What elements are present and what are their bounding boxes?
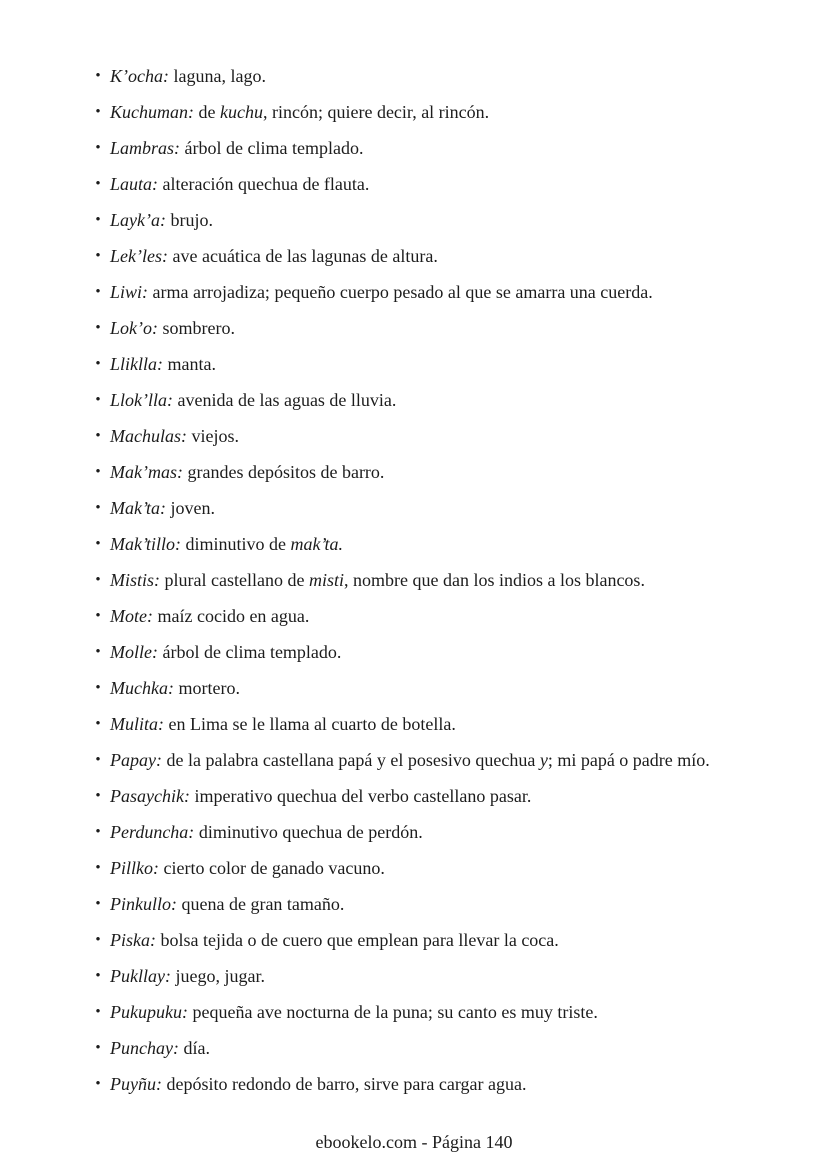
entry-definition xyxy=(187,462,384,482)
glossary-entry xyxy=(95,856,778,880)
bullet-icon: • xyxy=(95,248,101,264)
entry-term: Mote: xyxy=(110,606,153,626)
glossary-entry xyxy=(95,676,778,700)
glossary-entry xyxy=(95,964,778,988)
entry-term: Mak’ta: xyxy=(110,498,166,518)
bullet-icon: • xyxy=(95,752,101,768)
bullet-icon: • xyxy=(95,932,101,948)
definition-segment: bolsa tejida o de cuero que emplean para llevar la coca. xyxy=(160,930,559,950)
definition-segment: laguna, lago. xyxy=(173,66,266,86)
bullet-icon: • xyxy=(95,464,101,480)
entry-definition xyxy=(163,318,235,338)
entry-term: Layk’a: xyxy=(110,210,166,230)
glossary-entry xyxy=(95,712,778,736)
entry-term: Pukupuku: xyxy=(110,1002,188,1022)
definition-segment: árbol de clima templado. xyxy=(184,138,364,158)
entry-definition xyxy=(191,426,239,446)
definition-segment: cierto color de ganado vacuno. xyxy=(163,858,385,878)
entry-definition xyxy=(173,66,265,86)
entry-definition xyxy=(163,174,370,194)
glossary-entry xyxy=(95,892,778,916)
glossary-entry xyxy=(95,280,778,304)
definition-segment: misti xyxy=(308,570,344,590)
bullet-icon: • xyxy=(95,68,101,84)
bullet-icon: • xyxy=(95,824,101,840)
entry-definition xyxy=(178,678,239,698)
entry-definition xyxy=(185,138,364,158)
glossary-entry xyxy=(95,172,778,196)
bullet-icon: • xyxy=(95,500,101,516)
entry-term: Pillko: xyxy=(110,858,159,878)
entry-definition xyxy=(170,210,213,230)
entry-definition xyxy=(160,930,558,950)
entry-definition xyxy=(185,534,343,554)
glossary-entry xyxy=(95,136,778,160)
definition-segment: depósito redondo de barro, sirve para cargar agua. xyxy=(166,1074,527,1094)
entry-term: Pasaychik: xyxy=(110,786,190,806)
definition-segment: y xyxy=(539,750,548,770)
entry-term: Lek’les: xyxy=(110,246,168,266)
bullet-icon: • xyxy=(95,1040,101,1056)
entry-term: Mak’tillo: xyxy=(110,534,181,554)
entry-term: Muchka: xyxy=(110,678,174,698)
entry-definition xyxy=(168,354,216,374)
entry-term: Machulas: xyxy=(110,426,187,446)
definition-segment: avenida de las aguas de lluvia. xyxy=(177,390,397,410)
bullet-icon: • xyxy=(95,1076,101,1092)
entry-definition xyxy=(183,1038,210,1058)
glossary-entry xyxy=(95,460,778,484)
definition-segment: juego, jugar. xyxy=(175,966,265,986)
entry-term: K’ocha: xyxy=(110,66,169,86)
bullet-icon: • xyxy=(95,212,101,228)
bullet-icon: • xyxy=(95,680,101,696)
bullet-icon: • xyxy=(95,716,101,732)
definition-segment: , rincón; quiere decir, al rincón. xyxy=(262,102,490,122)
definition-segment: día. xyxy=(183,1038,210,1058)
definition-segment: diminutivo de xyxy=(185,534,291,554)
entry-definition xyxy=(181,894,344,914)
definition-segment: maíz cocido en agua. xyxy=(157,606,310,626)
entry-term: Llok’lla: xyxy=(110,390,173,410)
definition-segment: viejos. xyxy=(191,426,239,446)
definition-segment: mak’ta. xyxy=(290,534,343,554)
entry-term: Perduncha: xyxy=(110,822,195,842)
glossary-entry xyxy=(95,100,778,124)
definition-segment: manta. xyxy=(167,354,216,374)
definition-segment: kuchu xyxy=(220,102,263,122)
entry-definition xyxy=(163,858,384,878)
entry-definition xyxy=(199,822,423,842)
definition-segment: plural castellano de xyxy=(164,570,309,590)
bullet-icon: • xyxy=(95,320,101,336)
entry-definition xyxy=(169,714,456,734)
bullet-icon: • xyxy=(95,536,101,552)
glossary-entry xyxy=(95,388,778,412)
entry-definition xyxy=(172,246,437,266)
entry-term: Puyñu: xyxy=(110,1074,162,1094)
glossary-entry xyxy=(95,64,778,88)
bullet-icon: • xyxy=(95,284,101,300)
definition-segment: árbol de clima templado. xyxy=(162,642,342,662)
bullet-icon: • xyxy=(95,860,101,876)
glossary-entry xyxy=(95,784,778,808)
entry-definition xyxy=(178,390,397,410)
definition-segment: arma arrojadiza; pequeño cuerpo pesado al que se amarra una cuerda. xyxy=(152,282,653,302)
entry-definition xyxy=(157,606,309,626)
glossary-entry xyxy=(95,496,778,520)
definition-segment: en Lima se le llama al cuarto de botella. xyxy=(168,714,456,734)
glossary-entry xyxy=(95,748,778,772)
entry-term: Lok’o: xyxy=(110,318,158,338)
entry-definition xyxy=(199,102,490,122)
bullet-icon: • xyxy=(95,1004,101,1020)
definition-segment: diminutivo quechua de perdón. xyxy=(198,822,423,842)
entry-term: Molle: xyxy=(110,642,158,662)
glossary-entry xyxy=(95,1000,778,1024)
entry-term: Lambras: xyxy=(110,138,181,158)
entry-definition xyxy=(165,570,645,590)
bullet-icon: • xyxy=(95,572,101,588)
glossary-entry xyxy=(95,640,778,664)
glossary-entry xyxy=(95,208,778,232)
entry-term: Mistis: xyxy=(110,570,161,590)
definition-segment: mortero. xyxy=(178,678,240,698)
bullet-icon: • xyxy=(95,176,101,192)
definition-segment: de la palabra castellana papá y el posesivo quechua xyxy=(166,750,540,770)
entry-definition xyxy=(162,642,341,662)
entry-term: Pukllay: xyxy=(110,966,171,986)
bullet-icon: • xyxy=(95,392,101,408)
glossary-entry xyxy=(95,1036,778,1060)
entry-definition xyxy=(170,498,215,518)
bullet-icon: • xyxy=(95,428,101,444)
glossary-entry xyxy=(95,316,778,340)
entry-definition xyxy=(175,966,264,986)
definition-segment: alteración quechua de flauta. xyxy=(162,174,370,194)
definition-segment: , nombre que dan los indios a los blancos. xyxy=(343,570,645,590)
entry-term: Mulita: xyxy=(110,714,164,734)
bullet-icon: • xyxy=(95,356,101,372)
bullet-icon: • xyxy=(95,968,101,984)
glossary-entry xyxy=(95,532,778,556)
bullet-icon: • xyxy=(95,896,101,912)
glossary-entry xyxy=(95,820,778,844)
bullet-icon: • xyxy=(95,788,101,804)
entry-definition xyxy=(166,750,709,770)
entry-definition xyxy=(153,282,653,302)
page-footer: ebookelo.com - Página 140 xyxy=(315,1132,513,1152)
definition-segment: quena de gran tamaño. xyxy=(181,894,345,914)
glossary-entry xyxy=(95,928,778,952)
entry-term: Piska: xyxy=(110,930,156,950)
definition-segment: ave acuática de las lagunas de altura. xyxy=(172,246,438,266)
glossary-entry xyxy=(95,568,778,592)
entry-term: Pinkullo: xyxy=(110,894,177,914)
entry-term: Punchay: xyxy=(110,1038,179,1058)
entry-definition xyxy=(194,786,531,806)
entry-term: Liwi: xyxy=(110,282,149,302)
bullet-icon: • xyxy=(95,140,101,156)
definition-segment: de xyxy=(198,102,220,122)
entry-term: Kuchuman: xyxy=(110,102,194,122)
definition-segment: joven. xyxy=(170,498,215,518)
definition-segment: pequeña ave nocturna de la puna; su canto es muy triste. xyxy=(192,1002,598,1022)
entry-term: Mak’mas: xyxy=(110,462,183,482)
definition-segment: sombrero. xyxy=(162,318,235,338)
entry-term: Papay: xyxy=(110,750,162,770)
entry-definition xyxy=(166,1074,526,1094)
glossary-entry xyxy=(95,244,778,268)
glossary-entry xyxy=(95,604,778,628)
definition-segment: ; mi papá o padre mío. xyxy=(547,750,710,770)
definition-segment: imperativo quechua del verbo castellano pasar. xyxy=(194,786,532,806)
glossary-entry xyxy=(95,424,778,448)
entry-term: Lliklla: xyxy=(110,354,163,374)
definition-segment: grandes depósitos de barro. xyxy=(187,462,385,482)
entry-definition xyxy=(192,1002,597,1022)
bullet-icon: • xyxy=(95,644,101,660)
bullet-icon: • xyxy=(95,104,101,120)
bullet-icon: • xyxy=(95,608,101,624)
glossary-entry xyxy=(95,352,778,376)
entry-term: Lauta: xyxy=(110,174,159,194)
glossary-entry xyxy=(95,1072,778,1096)
definition-segment: brujo. xyxy=(170,210,213,230)
